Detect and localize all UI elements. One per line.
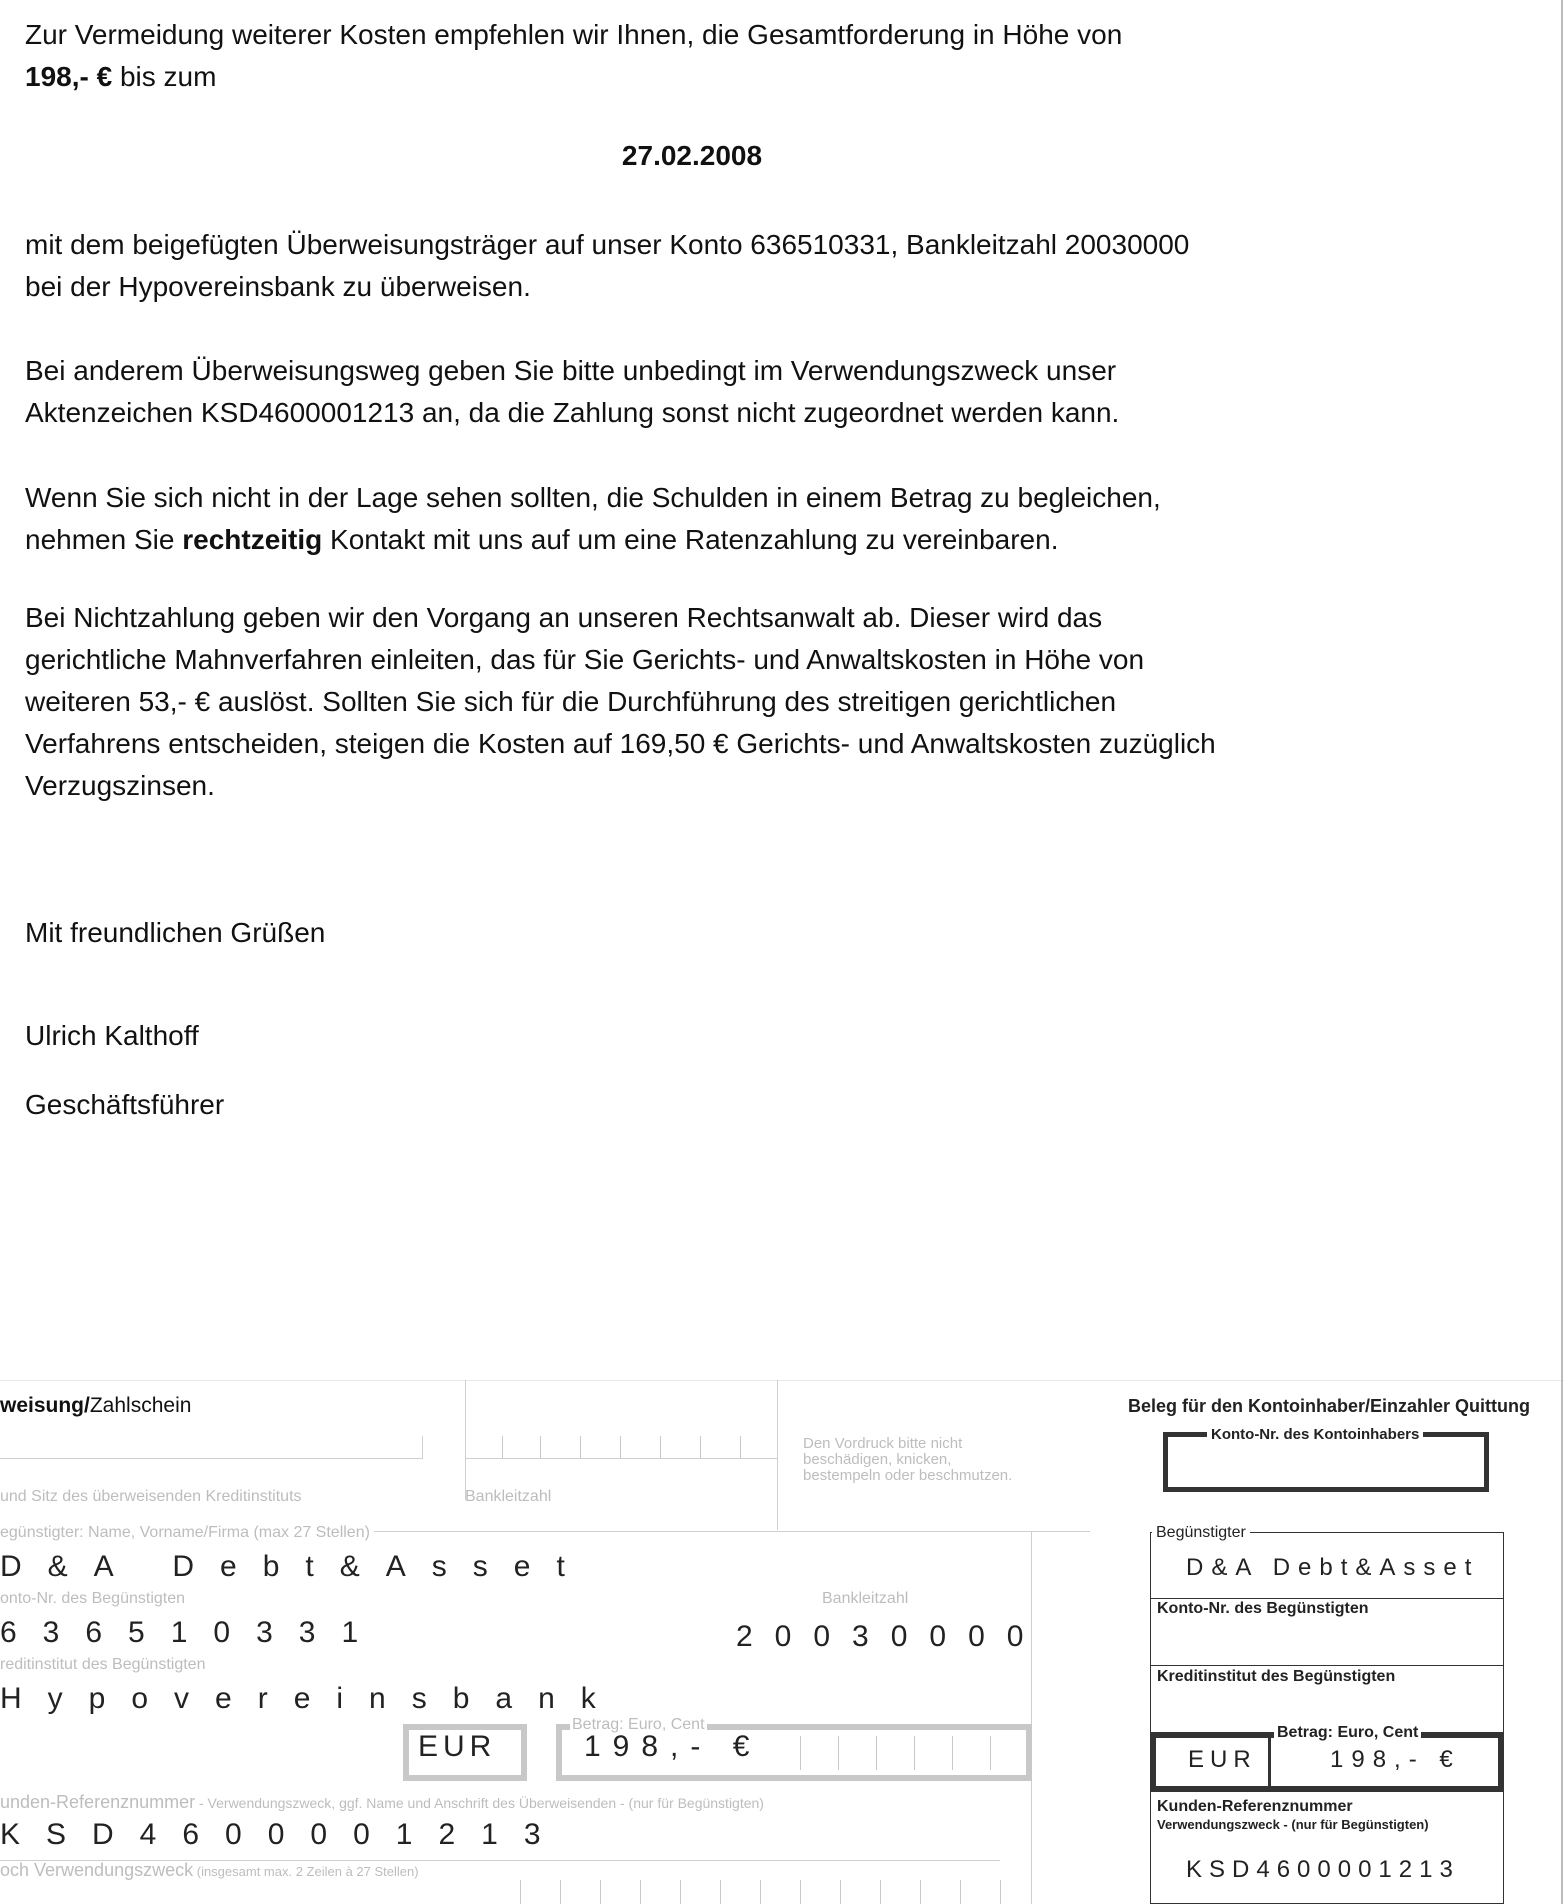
closing: Mit freundlichen Grüßen — [25, 917, 326, 948]
beneficiary-label: egünstigter: Name, Vorname/Firma (max 27 Stellen) — [0, 1524, 374, 1542]
account-value: 636510331 — [0, 1616, 385, 1649]
receipt-institute-label: Kreditinstitut des Begünstigten — [1157, 1668, 1396, 1685]
purpose-label — [0, 1860, 419, 1881]
amount-bold: 198,- € — [25, 61, 113, 92]
text-span: nehmen Sie — [25, 524, 183, 555]
account-owner-label: Konto-Nr. des Kontoinhabers — [1207, 1426, 1423, 1443]
blz-label: Bankleitzahl — [465, 1488, 552, 1505]
paragraph-line: bei der Hypovereinsbank zu überweisen. — [25, 271, 531, 302]
beneficiary-value: D&A Debt&Asset — [0, 1550, 591, 1583]
receipt-reference-label: Kunden-Referenznummer — [1157, 1798, 1353, 1815]
paragraph-line: Bei anderem Überweisungsweg geben Sie bitte unbedingt im Verwendungszweck unser — [25, 355, 1117, 386]
paragraph-line: Aktenzeichen KSD4600001213 an, da die Zahlung sonst nicht zugeordnet werden kann. — [25, 397, 1120, 428]
paragraph-line: Verfahrens entscheiden, steigen die Kosten auf 169,50 € Gerichts- und Anwaltskosten zuzüglich — [25, 728, 1216, 759]
paragraph-line: Wenn Sie sich nicht in der Lage sehen sollten, die Schulden in einem Betrag zu begleichen, — [25, 482, 1161, 513]
amount-label: Betrag: Euro, Cent — [572, 1716, 705, 1733]
paragraph-line: mit dem beigefügten Überweisungsträger auf unser Konto 636510331, Bankleitzahl 20030000 — [25, 229, 1190, 260]
paragraph-line: Zur Vermeidung weiterer Kosten empfehlen wir Ihnen, die Gesamtforderung in Höhe von — [25, 19, 1123, 50]
purpose-label-main: och Verwendungszweck — [0, 1860, 194, 1880]
text-span: bis zum — [112, 61, 217, 92]
signer-name: Ulrich Kalthoff — [25, 1020, 199, 1051]
receipt-beneficiary-label: Begünstigter — [1152, 1524, 1250, 1542]
paragraph-line: Verzugszinsen. — [25, 770, 215, 801]
institute-value: Hypovereinsbank — [0, 1682, 622, 1715]
blz2-value: 20030000 — [736, 1620, 1046, 1653]
receipt-amount-label: Betrag: Euro, Cent — [1274, 1724, 1421, 1742]
receipt-currency: EUR — [1188, 1746, 1257, 1773]
amount-value: 198,- € — [584, 1730, 762, 1763]
currency: EUR — [418, 1730, 497, 1763]
institute-label: reditinstitut des Begünstigten — [0, 1656, 206, 1673]
blz2-label: Bankleitzahl — [822, 1590, 909, 1607]
receipt-reference-sub: Verwendungszweck - (nur für Begünstigten) — [1157, 1817, 1429, 1832]
signer-title: Geschäftsführer — [25, 1089, 225, 1120]
due-date: 27.02.2008 — [621, 140, 763, 171]
reference-label-sub: - Verwendungszweck, ggf. Name und Anschrift des Überweisenden - (nur für Begünstigten) — [195, 1795, 764, 1811]
paragraph-line: Bei Nichtzahlung geben wir den Vorgang an unseren Rechtsanwalt ab. Dieser wird das — [25, 602, 1103, 633]
transfer-form — [0, 1380, 1564, 1904]
notice-line: bestempeln oder beschmutzen. — [803, 1467, 1013, 1484]
page-edge — [1561, 0, 1563, 1380]
receipt-amount-value: 198,- € — [1330, 1746, 1461, 1773]
receipt-account-label: Konto-Nr. des Begünstigten — [1157, 1600, 1369, 1617]
paragraph-line — [25, 56, 216, 98]
receipt-panel — [1150, 1532, 1504, 1904]
text-span: Kontakt mit uns auf um eine Ratenzahlung zu vereinbaren. — [322, 524, 1059, 555]
paragraph-line: weiteren 53,- € auslöst. Sollten Sie sich für die Durchführung des streitigen gerichtlichen — [25, 686, 1117, 717]
form-notice — [803, 1436, 1012, 1484]
notice-line: Den Vordruck bitte nicht — [803, 1435, 963, 1452]
account-label: onto-Nr. des Begünstigten — [0, 1590, 186, 1607]
form-title-bold: weisung/ — [0, 1394, 90, 1417]
reference-label — [0, 1792, 764, 1813]
paragraph-line: gerichtliche Mahnverfahren einleiten, das für Sie Gerichts- und Anwaltskosten in Höhe von — [25, 644, 1145, 675]
paragraph-line — [25, 519, 1058, 561]
receipt-beneficiary-value: D&A Debt&Asset — [1186, 1554, 1480, 1581]
form-title-rest: Zahlschein — [89, 1394, 192, 1417]
reference-label-main: unden-Referenznummer — [0, 1792, 196, 1812]
remitter-bank-label: und Sitz des überweisenden Kreditinstituts — [0, 1488, 302, 1505]
emphasis-bold: rechtzeitig — [182, 524, 323, 555]
notice-line: beschädigen, knicken, — [803, 1451, 952, 1468]
reference-value[interactable]: KSD4600001213 — [0, 1818, 567, 1851]
purpose-label-sub: (insgesamt max. 2 Zeilen à 27 Stellen) — [193, 1864, 419, 1879]
form-title — [0, 1394, 191, 1418]
receipt-title: Beleg für den Kontoinhaber/Einzahler Quittung — [1128, 1396, 1531, 1416]
receipt-reference-value: KSD4600001213 — [1186, 1856, 1460, 1883]
